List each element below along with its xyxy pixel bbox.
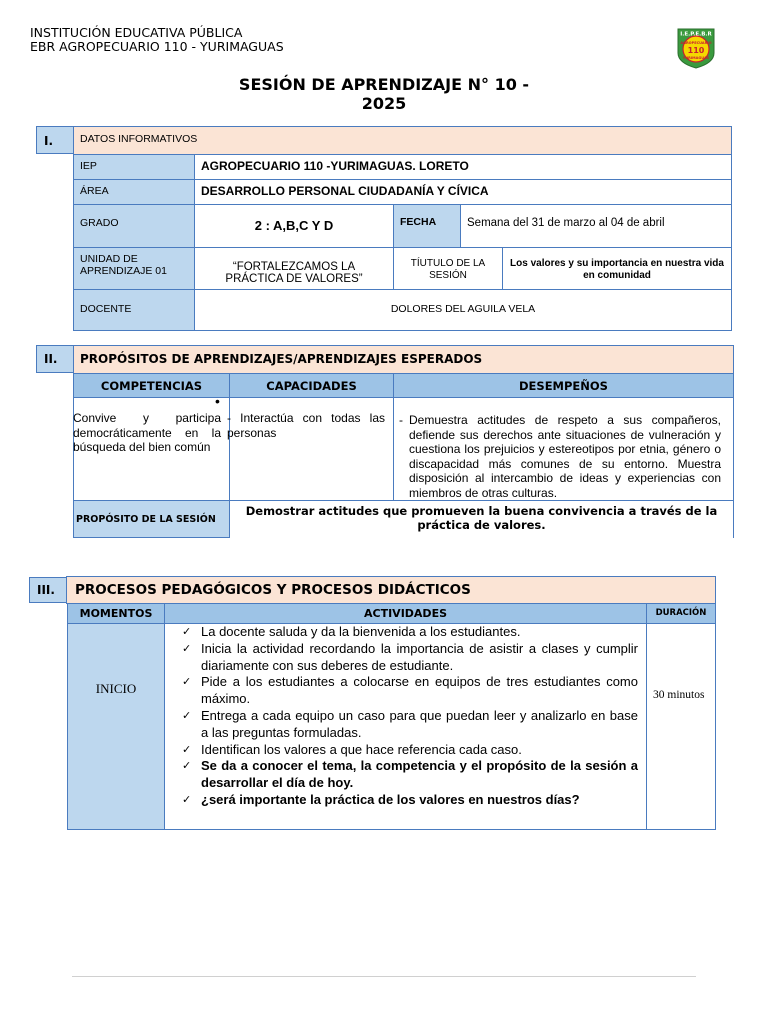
capacidad-text: - Interactúa con todas las personas	[227, 411, 385, 440]
iep-label: IEP	[73, 154, 195, 180]
title-line-1: SESIÓN DE APRENDIZAJE N° 10 -	[238, 75, 530, 94]
logo-number: 110	[687, 46, 705, 55]
section-2-numeral: II.	[36, 345, 74, 373]
check-icon: ✓	[182, 759, 192, 773]
bullet-icon: •	[215, 393, 220, 409]
activity-text: Entrega a cada equipo un caso para que puedan leer y analizarlo en base a las preguntas formuladas.	[201, 707, 638, 740]
footer-divider	[72, 976, 696, 977]
col-desempenos-header: DESEMPEÑOS	[393, 373, 734, 398]
check-icon: ✓	[182, 792, 192, 806]
titulo-value: Los valores y su importancia en nuestra vida en comunidad	[502, 247, 732, 290]
grado-label: GRADO	[73, 204, 195, 248]
activity-item	[179, 758, 638, 792]
check-icon: ✓	[182, 742, 192, 756]
activity-text: La docente saluda y da la bienvenida a los estudiantes.	[201, 624, 521, 639]
unidad-label: UNIDAD DE APRENDIZAJE 01	[73, 247, 195, 290]
col-actividades-header: ACTIVIDADES	[164, 603, 647, 624]
section-3-numeral: III.	[29, 577, 67, 603]
check-icon: ✓	[182, 641, 192, 655]
titulo-label: TÍUTULO DE LA SESIÓN	[393, 247, 503, 290]
desempeno-dash: -	[399, 413, 403, 427]
check-icon: ✓	[182, 708, 192, 722]
unidad-value: “FORTALEZCAMOS LA PRÁCTICA DE VALORES”	[194, 247, 394, 290]
iep-value: AGROPECUARIO 110 -YURIMAGUAS. LORETO	[194, 154, 732, 180]
docente-label: DOCENTE	[73, 289, 195, 331]
check-icon: ✓	[182, 675, 192, 689]
section-2-heading: PROPÓSITOS DE APRENDIZAJES/APRENDIZAJES ESPERADOS	[73, 345, 734, 374]
section-1-heading: DATOS INFORMATIVOS	[73, 126, 732, 155]
competencia-text: Convive y participa democráticamente en la búsqueda del bien común	[73, 411, 221, 454]
proposito-label: PROPÓSITO DE LA SESIÓN	[73, 500, 230, 538]
proposito-value: Demostrar actitudes que promueven la buena convivencia a través de la práctica de valores.	[229, 500, 734, 538]
col-capacidades-header: CAPACIDADES	[229, 373, 394, 398]
activity-item	[179, 742, 638, 759]
institution-name: INSTITUCIÓN EDUCATIVA PÚBLICA	[30, 25, 243, 40]
activity-item	[179, 624, 638, 641]
check-icon: ✓	[182, 625, 192, 638]
logo-ring-text: AGROPECUARIO	[680, 41, 712, 45]
logo-bottom-text: YURIMAGUAS	[682, 56, 710, 60]
momento-inicio: INICIO	[67, 623, 165, 830]
section-3-heading: PROCESOS PEDAGÓGICOS Y PROCESOS DIDÁCTICOS	[66, 576, 716, 604]
logo-top-text: I.E.P.E.B.R	[680, 31, 712, 38]
docente-value: DOLORES DEL AGUILA VELA	[194, 289, 732, 331]
row-divider	[393, 397, 394, 501]
school-logo	[676, 27, 716, 69]
fecha-label: FECHA	[393, 204, 461, 248]
col-momentos-header: MOMENTOS	[67, 603, 165, 624]
activity-text: Se da a conocer el tema, la competencia y el propósito de la sesión a desarrollar el día de hoy.	[201, 758, 638, 791]
activity-item	[179, 674, 638, 708]
actividades-list	[179, 624, 638, 809]
col-competencias-header: COMPETENCIAS	[73, 373, 230, 398]
activity-text: Pide a los estudiantes a colocarse en equipos de tres estudiantes como máximo.	[201, 674, 638, 707]
grado-value: 2 : A,B,C Y D	[194, 204, 394, 248]
section-1-numeral: I.	[36, 126, 74, 154]
actividades-cell	[164, 623, 647, 830]
page-title	[200, 75, 568, 113]
activity-item	[179, 708, 638, 742]
activity-item	[179, 641, 638, 675]
institution-subtitle: EBR AGROPECUARIO 110 - YURIMAGUAS	[30, 39, 284, 54]
area-value: DESARROLLO PERSONAL CIUDADANÍA Y CÍVICA	[194, 179, 732, 205]
activity-text: ¿será importante la práctica de los valores en nuestros días?	[201, 791, 580, 807]
desempeno-text: Demuestra actitudes de respeto a sus compañeros, defiende sus derechos ante situaciones de vulneración y cuestiona los prejuicios y estereotipos por etnia, género o discapacidad más comunes de su entorno. Muestra disposición al intercambio de ideas y experiencias con miembros de otras culturas.	[409, 413, 721, 500]
title-line-2: 2025	[361, 94, 407, 113]
area-label: ÁREA	[73, 179, 195, 205]
activity-item	[179, 792, 638, 809]
col-duracion-header: DURACIÓN	[646, 603, 716, 624]
activity-text: Identifican los valores a que hace referencia cada caso.	[201, 741, 522, 757]
activity-text: Inicia la actividad recordando la importancia de asistir a clases y cumplir diariamente con sus deberes de estudiante.	[201, 640, 638, 673]
fecha-value: Semana del 31 de marzo al 04 de abril	[460, 204, 732, 248]
duracion-value: 30 minutos	[646, 623, 716, 830]
